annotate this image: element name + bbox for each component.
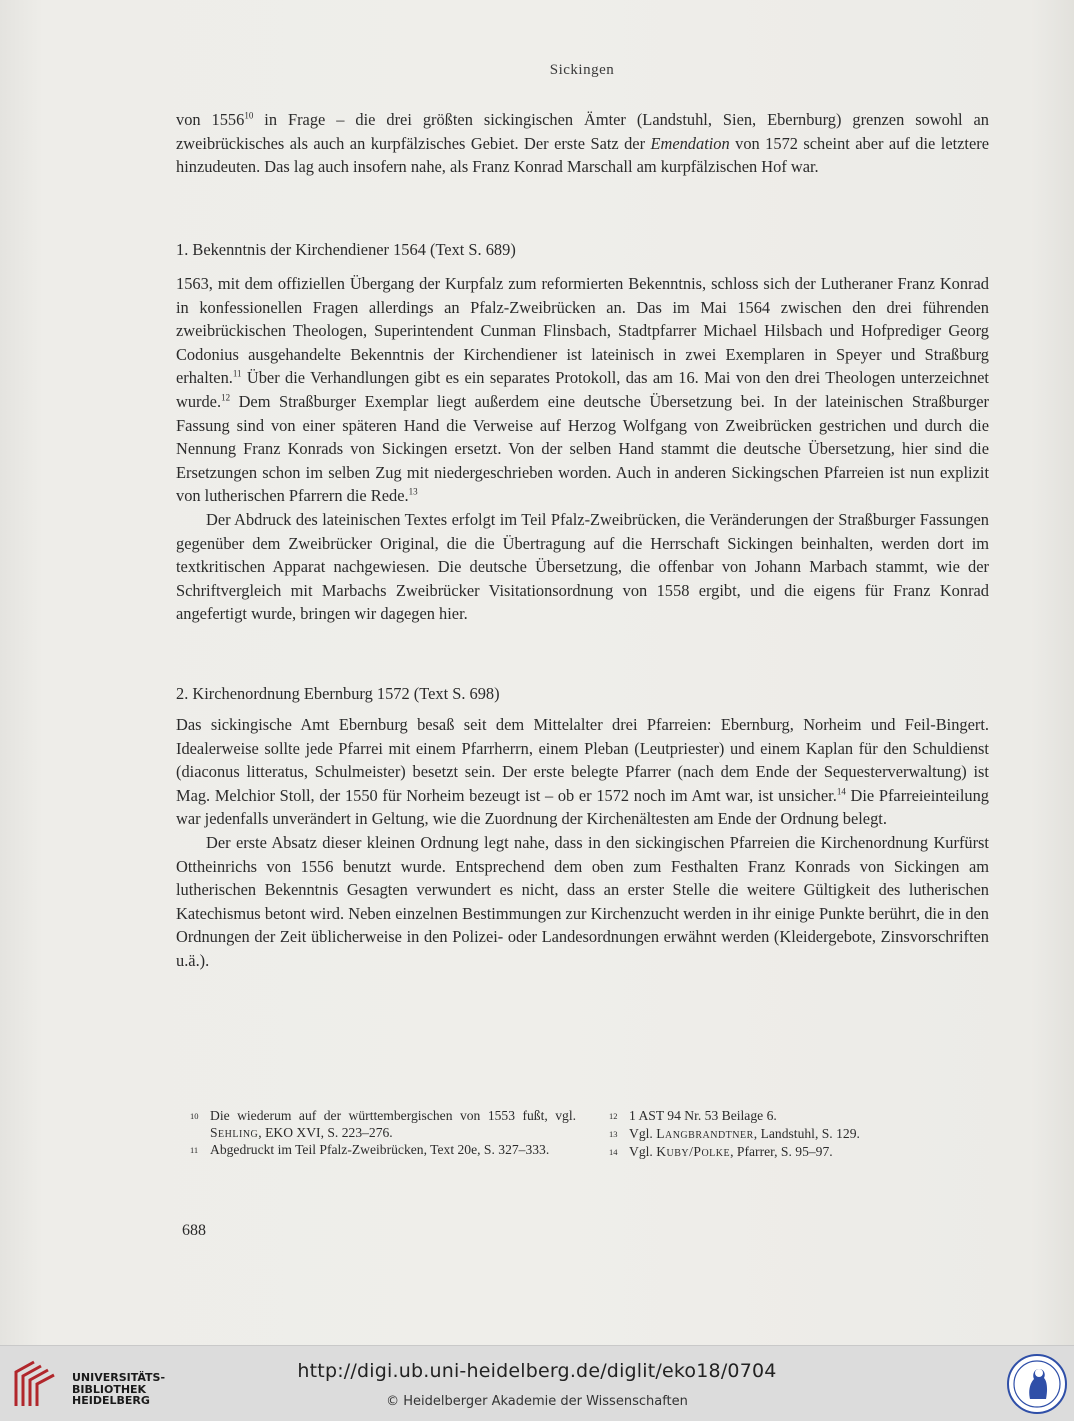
footnote-text — [629, 1125, 989, 1143]
section1-body — [176, 272, 989, 626]
section-heading-2: 2. Kirchenordnung Ebernburg 1572 (Text S. 698) — [176, 684, 500, 703]
s2p1-text-a: Das sickingische Amt Ebernburg besaß seit dem Mittelalter drei Pfarreien: Ebernburg, Norheim und Feil-Bingert. Idealerweise sollte jede Pfarrei mit einem Pfarrherrn, einem Pleban (Leutpriester) und einem Kaplan für den Schuldienst (diaconus litteratus, Schulmeister) besetzt sein. Der erste belegte Pfarrer (nach dem Ende der Sequesterverwaltung) ist Mag. Melchior Stoll, der 1550 für Norheim bezeugt ist – ob er 1572 noch im Amt war, ist unsicher. — [176, 715, 989, 805]
copyright-notice: © Heidelberger Akademie der Wissenschaften — [386, 1394, 688, 1409]
footnote-text: 1 AST 94 Nr. 53 Beilage 6. — [629, 1108, 777, 1123]
s1p1-text-a: 1563, mit dem offiziellen Übergang der Kurpfalz zum reformierten Bekenntnis, schloss sich der Lutheraner Franz Konrad in konfessionellen Fragen allerdings an Pfalz-Zweibrücken an. Das im Mai 1564 zwischen den drei führenden zweibrückischen Theologen, Superintendent Cunman Flinsbach, Stadtpfarrer Michael Hilsbach und Hofprediger Georg Codonius ausgehandelte Bekenntnis der Kirchendiener ist lateinisch in zwei Exemplaren in Speyer und Straßburg erhalten. — [176, 274, 989, 388]
section2-paragraph-2: Der erste Absatz dieser kleinen Ordnung legt nahe, dass in den sickingischen Pfarreien die Kirchenordnung Kurfürst Ottheinrichs von 1556 benutzt wurde. Entsprechend dem oben zum Festhalten Franz Konrads von Sickingen am lutherischen Bekenntnis Gesagten verwundert es nicht, dass an erster Stelle die weitere Gültigkeit des lutherischen Katechismus betont wird. Neben einzelnen Bestimmungen zur Kirchenzucht werden in ihr einige Punkte berührt, die in den Ordnungen der Zeit üblicherweise in den Polizei- oder Landesordnungen erwähnt werden (Kleidergebote, Zinsvorschriften u.ä.). — [176, 832, 989, 970]
section1-paragraph-1 — [176, 272, 989, 508]
footnote-text-b: , EKO XVI, S. 223–276. — [258, 1125, 393, 1140]
footnote-text-a: Vgl. — [629, 1126, 657, 1141]
footnote-text — [210, 1107, 576, 1141]
footnote-text-a: Die wiederum auf der württembergischen von 1553 fußt, vgl. — [210, 1108, 576, 1123]
footnote-10 — [190, 1107, 576, 1141]
s1p1-text-b: Über die Verhandlungen gibt es ein separates Protokoll, das am 16. Mai von den drei Theologen unterzeichnet wurde. — [176, 368, 989, 411]
s2p1-text-b: Die Pfarreieinteilung war jedenfalls unverändert in Geltung, wie die Zuordnung der Kirchenältesten am Ende der Ordnung belegt. — [176, 785, 989, 829]
intro-text-a: von 1556 — [176, 110, 245, 129]
running-head: Sickingen — [549, 62, 615, 78]
intro-text-c: von 1572 scheint aber auf die letztere hinzudeuten. Das lag auch insofern nahe, als Franz Konrad Marschall am kurpfälzischen Hof war. — [176, 133, 989, 177]
footnote-text-b: , Pfarrer, S. 95–97. — [730, 1144, 833, 1159]
footnote-ref-12[interactable]: 12 — [221, 392, 231, 403]
footnote-11 — [190, 1141, 576, 1159]
section2-body — [176, 713, 989, 973]
logo-line-3: HEIDELBERG — [72, 1394, 150, 1407]
footnote-author: Sehling — [210, 1125, 259, 1140]
digitization-footer-bar — [0, 1345, 1074, 1421]
intro-text-b: in Frage – die drei größten sickingischen Ämter (Landstuhl, Sien, Ebernburg) grenzen sowohl an zweibrückisches als auch an kurpfälzisches Gebiet. Der erste Satz der — [176, 110, 989, 153]
logo-line-1: UNIVERSITÄTS- — [72, 1371, 166, 1384]
s1p1-text-c: Dem Straßburger Exemplar liegt außerdem eine deutsche Übersetzung bei. In der lateinischen Straßburger Fassung sind von einer späteren Hand die Verweise auf Herzog Wolfgang von Zweibrücken gestrichen und durch die Nennung Franz Konrads von Sickingen ersetzt. Von der selben Hand stammt die deutsche Übersetzung, hier sind die Ersetzungen schon im selben Zug mit niedergeschrieben worden. Auch in anderen Sickingschen Pfarreien ist nun explizit von lutherischen Pfarrern die Rede. — [176, 391, 989, 506]
footnote-ref-14[interactable]: 14 — [836, 786, 846, 797]
footnote-number: 14 — [609, 1147, 618, 1157]
footnote-author: Kuby/Polke — [656, 1144, 731, 1159]
page-number: 688 — [182, 1222, 206, 1239]
permalink-url[interactable]: http://digi.ub.uni-heidelberg.de/diglit/eko18/0704 — [297, 1360, 777, 1382]
footnote-author: Langbrandtner — [656, 1126, 754, 1141]
academy-seal-icon[interactable] — [1006, 1353, 1068, 1415]
footnote-number: 12 — [609, 1111, 618, 1121]
footnote-13 — [609, 1125, 989, 1143]
intro-paragraph — [176, 108, 989, 179]
logo-line-2: BIBLIOTHEK — [72, 1382, 147, 1396]
footnote-ref-13[interactable]: 13 — [408, 486, 418, 497]
footnote-number: 13 — [609, 1129, 618, 1139]
footnote-number: 11 — [190, 1145, 199, 1155]
footnote-text — [629, 1143, 989, 1161]
footnotes-left-column — [190, 1107, 576, 1159]
section2-paragraph-1 — [176, 713, 989, 831]
footnote-ref-11[interactable]: 11 — [232, 368, 242, 379]
footnote-text-a: Vgl. — [629, 1144, 657, 1159]
footnotes-right-column — [609, 1107, 989, 1161]
footnote-text-b: , Landstuhl, S. 129. — [753, 1126, 860, 1141]
footnote-14 — [609, 1143, 989, 1161]
footnote-text: Abgedruckt im Teil Pfalz-Zweibrücken, Text 20e, S. 327–333. — [210, 1142, 550, 1157]
footnote-number: 10 — [190, 1111, 199, 1121]
section-heading-1: 1. Bekenntnis der Kirchendiener 1564 (Text S. 689) — [176, 240, 516, 259]
footnote-12 — [609, 1107, 989, 1125]
section1-paragraph-2: Der Abdruck des lateinischen Textes erfolgt im Teil Pfalz-Zweibrücken, die Veränderungen der Straßburger Fassungen gegenüber dem Zweibrücker Original, die die Übertragung auf die Herrschaft Sickingen beinhalten, werden dort im textkritischen Apparat nachgewiesen. Die deutsche Übersetzung, die offenbar von Johann Marbach stammt, wie der Schriftvergleich mit Marbachs Zweibrücker Visitationsordnung von 1558 ergibt, und die eigens für Franz Konrad angefertigt wurde, bringen wir dagegen hier. — [176, 509, 989, 624]
footnote-ref-10[interactable]: 10 — [244, 110, 254, 121]
intro-emphasis: Emendation — [650, 133, 730, 153]
